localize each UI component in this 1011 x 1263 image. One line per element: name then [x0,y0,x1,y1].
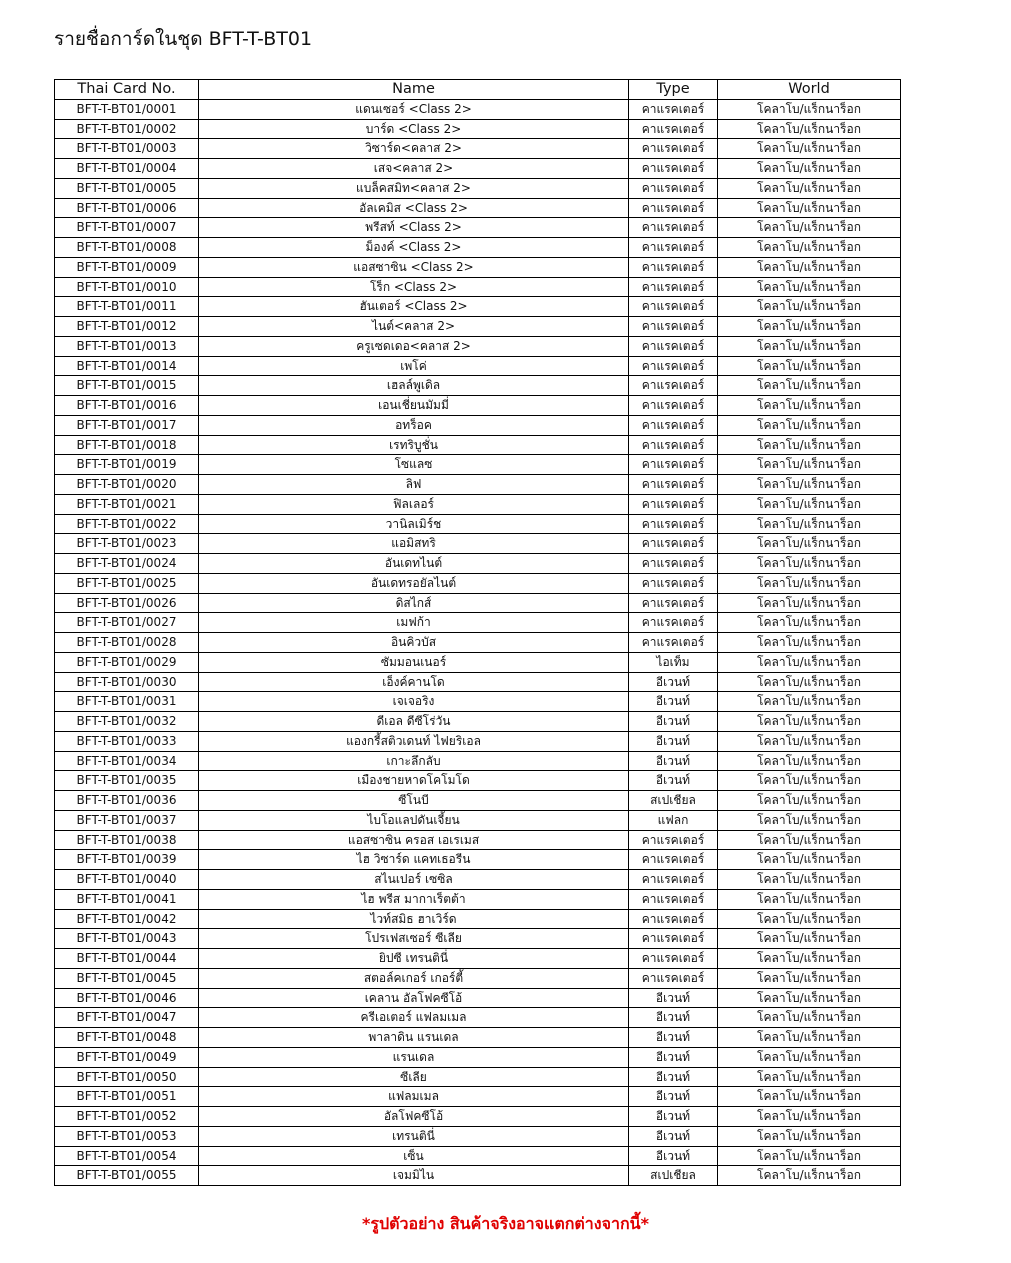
cell-card-no: BFT-T-BT01/0007 [55,218,199,238]
cell-name: ไบโอแลปดันเจี้ยน [199,810,629,830]
cell-type: แฟลก [629,810,718,830]
cell-name: วานิลเมิร์ช [199,514,629,534]
cell-type: คาแรคเตอร์ [629,238,718,258]
cell-world: โคลาโบ/แร็กนาร็อก [718,514,901,534]
cell-card-no: BFT-T-BT01/0019 [55,455,199,475]
cell-type: อีเวนท์ [629,771,718,791]
cell-type: คาแรคเตอร์ [629,159,718,179]
cell-card-no: BFT-T-BT01/0017 [55,415,199,435]
cell-name: สไนเปอร์ เซซิล [199,870,629,890]
cell-card-no: BFT-T-BT01/0036 [55,791,199,811]
cell-name: อัลเคมิส <Class 2> [199,198,629,218]
cell-world: โคลาโบ/แร็กนาร็อก [718,277,901,297]
cell-type: คาแรคเตอร์ [629,929,718,949]
cell-name: ซีเลีย [199,1067,629,1087]
table-row [55,929,901,949]
cell-name: ไวท์สมิธ ฮาเวิร์ด [199,909,629,929]
table-row [55,810,901,830]
table-row [55,534,901,554]
cell-name: ไนต์<คลาส 2> [199,317,629,337]
table-row [55,238,901,258]
cell-card-no: BFT-T-BT01/0006 [55,198,199,218]
cell-card-no: BFT-T-BT01/0038 [55,830,199,850]
cell-world: โคลาโบ/แร็กนาร็อก [718,988,901,1008]
cell-world: โคลาโบ/แร็กนาร็อก [718,1166,901,1186]
cell-type: คาแรคเตอร์ [629,336,718,356]
cell-name: เสจ<คลาส 2> [199,159,629,179]
cell-world: โคลาโบ/แร็กนาร็อก [718,731,901,751]
cell-type: คาแรคเตอร์ [629,534,718,554]
cell-card-no: BFT-T-BT01/0009 [55,257,199,277]
cell-type: สเปเชียล [629,1166,718,1186]
cell-name: เทรนตินี่ [199,1126,629,1146]
table-row [55,889,901,909]
cell-name: ม็องค์ <Class 2> [199,238,629,258]
table-row [55,870,901,890]
cell-card-no: BFT-T-BT01/0023 [55,534,199,554]
cell-name: วิซาร์ด<คลาส 2> [199,139,629,159]
cell-world: โคลาโบ/แร็กนาร็อก [718,909,901,929]
cell-world: โคลาโบ/แร็กนาร็อก [718,889,901,909]
cell-type: คาแรคเตอร์ [629,356,718,376]
cell-name: ไฮ วิซาร์ด แคทเธอรีน [199,850,629,870]
cell-name: แบล็คสมิท<คลาส 2> [199,178,629,198]
cell-world: โคลาโบ/แร็กนาร็อก [718,929,901,949]
cell-world: โคลาโบ/แร็กนาร็อก [718,1008,901,1028]
cell-card-no: BFT-T-BT01/0002 [55,119,199,139]
table-row [55,751,901,771]
cell-world: โคลาโบ/แร็กนาร็อก [718,949,901,969]
cell-card-no: BFT-T-BT01/0027 [55,613,199,633]
cell-name: เอ็งค์คานโด [199,672,629,692]
cell-type: อีเวนท์ [629,1087,718,1107]
table-row [55,692,901,712]
header-card-no: Thai Card No. [55,80,199,100]
cell-name: ครูเซดเดอ<คลาส 2> [199,336,629,356]
cell-card-no: BFT-T-BT01/0049 [55,1047,199,1067]
cell-name: แอสซาซิน <Class 2> [199,257,629,277]
cell-type: คาแรคเตอร์ [629,435,718,455]
cell-world: โคลาโบ/แร็กนาร็อก [718,494,901,514]
table-row [55,455,901,475]
cell-name: อันเดทไนต์ [199,554,629,574]
cell-type: อีเวนท์ [629,712,718,732]
cell-card-no: BFT-T-BT01/0029 [55,652,199,672]
cell-type: คาแรคเตอร์ [629,455,718,475]
cell-card-no: BFT-T-BT01/0042 [55,909,199,929]
cell-card-no: BFT-T-BT01/0032 [55,712,199,732]
cell-world: โคลาโบ/แร็กนาร็อก [718,1146,901,1166]
cell-type: คาแรคเตอร์ [629,850,718,870]
cell-type: อีเวนท์ [629,1126,718,1146]
table-row [55,218,901,238]
cell-name: พาลาดิน แรนเดล [199,1028,629,1048]
table-header-row [55,80,901,100]
cell-card-no: BFT-T-BT01/0040 [55,870,199,890]
cell-world: โคลาโบ/แร็กนาร็อก [718,870,901,890]
cell-card-no: BFT-T-BT01/0012 [55,317,199,337]
cell-world: โคลาโบ/แร็กนาร็อก [718,692,901,712]
disclaimer-note: *รูปตัวอย่าง สินค้าจริงอาจแตกต่างจากนี้* [362,1214,649,1233]
cell-world: โคลาโบ/แร็กนาร็อก [718,356,901,376]
table-row [55,1107,901,1127]
cell-name: แรนเดล [199,1047,629,1067]
cell-card-no: BFT-T-BT01/0005 [55,178,199,198]
cell-type: อีเวนท์ [629,1146,718,1166]
table-row [55,949,901,969]
table-row [55,1087,901,1107]
cell-name: ดิสไกส์ [199,593,629,613]
cell-name: พรีสท์ <Class 2> [199,218,629,238]
table-row [55,712,901,732]
cell-card-no: BFT-T-BT01/0010 [55,277,199,297]
cell-name: แองกรี้สติวเดนท์ ไฟยริเอล [199,731,629,751]
cell-type: อีเวนท์ [629,692,718,712]
table-row [55,415,901,435]
cell-type: คาแรคเตอร์ [629,830,718,850]
cell-name: โซแลซ [199,455,629,475]
cell-card-no: BFT-T-BT01/0055 [55,1166,199,1186]
table-row [55,514,901,534]
cell-type: คาแรคเตอร์ [629,218,718,238]
table-row [55,593,901,613]
table-row [55,99,901,119]
cell-card-no: BFT-T-BT01/0033 [55,731,199,751]
cell-name: ไฮ พรีส มากาเร็ตต้า [199,889,629,909]
cell-card-no: BFT-T-BT01/0008 [55,238,199,258]
cell-card-no: BFT-T-BT01/0022 [55,514,199,534]
cell-name: เมืองชายหาดโคโมโด [199,771,629,791]
cell-type: คาแรคเตอร์ [629,376,718,396]
cell-name: เพโค่ [199,356,629,376]
cell-world: โคลาโบ/แร็กนาร็อก [718,218,901,238]
cell-card-no: BFT-T-BT01/0030 [55,672,199,692]
cell-card-no: BFT-T-BT01/0039 [55,850,199,870]
cell-world: โคลาโบ/แร็กนาร็อก [718,810,901,830]
cell-world: โคลาโบ/แร็กนาร็อก [718,178,901,198]
table-row [55,850,901,870]
cell-type: คาแรคเตอร์ [629,119,718,139]
cell-card-no: BFT-T-BT01/0047 [55,1008,199,1028]
table-row [55,771,901,791]
table-row [55,159,901,179]
cell-world: โคลาโบ/แร็กนาร็อก [718,968,901,988]
cell-name: ยิปซี เทรนตินี่ [199,949,629,969]
cell-name: ดีเอล ดีซีโร่วัน [199,712,629,732]
cell-world: โคลาโบ/แร็กนาร็อก [718,297,901,317]
table-row [55,1166,901,1186]
table-row [55,119,901,139]
cell-world: โคลาโบ/แร็กนาร็อก [718,712,901,732]
cell-world: โคลาโบ/แร็กนาร็อก [718,376,901,396]
table-row [55,198,901,218]
cell-card-no: BFT-T-BT01/0044 [55,949,199,969]
cell-type: ไอเท็ม [629,652,718,672]
cell-name: เกาะลึกลับ [199,751,629,771]
cell-type: คาแรคเตอร์ [629,277,718,297]
cell-card-no: BFT-T-BT01/0021 [55,494,199,514]
cell-card-no: BFT-T-BT01/0054 [55,1146,199,1166]
cell-type: อีเวนท์ [629,672,718,692]
cell-name: โร็ก <Class 2> [199,277,629,297]
cell-world: โคลาโบ/แร็กนาร็อก [718,554,901,574]
table-row [55,652,901,672]
table-row [55,435,901,455]
cell-name: เรทริบูชั่น [199,435,629,455]
cell-card-no: BFT-T-BT01/0052 [55,1107,199,1127]
cell-card-no: BFT-T-BT01/0003 [55,139,199,159]
table-row [55,1146,901,1166]
cell-world: โคลาโบ/แร็กนาร็อก [718,257,901,277]
cell-world: โคลาโบ/แร็กนาร็อก [718,1107,901,1127]
header-name: Name [199,80,629,100]
cell-type: อีเวนท์ [629,751,718,771]
cell-type: คาแรคเตอร์ [629,99,718,119]
cell-type: คาแรคเตอร์ [629,396,718,416]
cell-name: อินคิวบัส [199,633,629,653]
header-world: World [718,80,901,100]
cell-card-no: BFT-T-BT01/0014 [55,356,199,376]
cell-type: อีเวนท์ [629,1028,718,1048]
cell-card-no: BFT-T-BT01/0025 [55,573,199,593]
cell-type: คาแรคเตอร์ [629,178,718,198]
table-row [55,178,901,198]
table-row [55,968,901,988]
cell-name: แอสซาซิน ครอส เอเรเมส [199,830,629,850]
cell-name: ฟิลเลอร์ [199,494,629,514]
table-row [55,317,901,337]
cell-name: เซ็น [199,1146,629,1166]
cell-type: คาแรคเตอร์ [629,139,718,159]
cell-name: ลิฟ [199,475,629,495]
cell-type: คาแรคเตอร์ [629,573,718,593]
cell-card-no: BFT-T-BT01/0050 [55,1067,199,1087]
cell-world: โคลาโบ/แร็กนาร็อก [718,1047,901,1067]
cell-card-no: BFT-T-BT01/0004 [55,159,199,179]
cell-world: โคลาโบ/แร็กนาร็อก [718,119,901,139]
cell-name: โปรเฟสเซอร์ ซีเลีย [199,929,629,949]
table-row [55,672,901,692]
cell-card-no: BFT-T-BT01/0011 [55,297,199,317]
table-row [55,1067,901,1087]
cell-world: โคลาโบ/แร็กนาร็อก [718,1067,901,1087]
cell-type: คาแรคเตอร์ [629,297,718,317]
cell-type: คาแรคเตอร์ [629,870,718,890]
cell-name: แอมิสทริ [199,534,629,554]
cell-world: โคลาโบ/แร็กนาร็อก [718,613,901,633]
table-row [55,613,901,633]
table-row [55,1047,901,1067]
table-row [55,791,901,811]
cell-world: โคลาโบ/แร็กนาร็อก [718,435,901,455]
cell-name: อทร็อค [199,415,629,435]
table-row [55,297,901,317]
cell-card-no: BFT-T-BT01/0026 [55,593,199,613]
cell-type: คาแรคเตอร์ [629,889,718,909]
cell-card-no: BFT-T-BT01/0015 [55,376,199,396]
cell-name: เอนเชี่ยนมัมมี่ [199,396,629,416]
table-row [55,830,901,850]
cell-card-no: BFT-T-BT01/0041 [55,889,199,909]
cell-name: บาร์ด <Class 2> [199,119,629,139]
cell-card-no: BFT-T-BT01/0028 [55,633,199,653]
table-row [55,336,901,356]
table-row [55,731,901,751]
cell-name: ซีโนบี [199,791,629,811]
cell-world: โคลาโบ/แร็กนาร็อก [718,396,901,416]
cell-card-no: BFT-T-BT01/0045 [55,968,199,988]
cell-world: โคลาโบ/แร็กนาร็อก [718,573,901,593]
table-row [55,988,901,1008]
cell-world: โคลาโบ/แร็กนาร็อก [718,1087,901,1107]
cell-world: โคลาโบ/แร็กนาร็อก [718,771,901,791]
cell-name: เมฟก้า [199,613,629,633]
cell-card-no: BFT-T-BT01/0013 [55,336,199,356]
cell-type: คาแรคเตอร์ [629,633,718,653]
cell-name: แดนเซอร์ <Class 2> [199,99,629,119]
cell-card-no: BFT-T-BT01/0035 [55,771,199,791]
cell-world: โคลาโบ/แร็กนาร็อก [718,633,901,653]
table-row [55,356,901,376]
cell-name: แฟลมเมล [199,1087,629,1107]
cell-name: อันเดทรอยัลไนต์ [199,573,629,593]
cell-world: โคลาโบ/แร็กนาร็อก [718,850,901,870]
table-row [55,396,901,416]
cell-type: อีเวนท์ [629,1107,718,1127]
cell-card-no: BFT-T-BT01/0031 [55,692,199,712]
cell-name: ฮันเตอร์ <Class 2> [199,297,629,317]
cell-world: โคลาโบ/แร็กนาร็อก [718,1126,901,1146]
cell-world: โคลาโบ/แร็กนาร็อก [718,159,901,179]
cell-type: คาแรคเตอร์ [629,949,718,969]
table-row [55,376,901,396]
cell-name: เคลาน อัลโฟคซีโอ้ [199,988,629,1008]
cell-name: ครีเอเตอร์ แฟลมเมล [199,1008,629,1028]
cell-world: โคลาโบ/แร็กนาร็อก [718,455,901,475]
cell-type: อีเวนท์ [629,1008,718,1028]
cell-type: อีเวนท์ [629,1047,718,1067]
cell-name: ซัมมอนเนอร์ [199,652,629,672]
table-row [55,1126,901,1146]
header-type: Type [629,80,718,100]
table-row [55,257,901,277]
cell-card-no: BFT-T-BT01/0018 [55,435,199,455]
table-row [55,475,901,495]
cell-type: คาแรคเตอร์ [629,257,718,277]
table-row [55,909,901,929]
cell-world: โคลาโบ/แร็กนาร็อก [718,830,901,850]
table-row [55,554,901,574]
cell-world: โคลาโบ/แร็กนาร็อก [718,317,901,337]
cell-card-no: BFT-T-BT01/0037 [55,810,199,830]
card-list-table [54,79,901,1186]
cell-type: อีเวนท์ [629,1067,718,1087]
cell-world: โคลาโบ/แร็กนาร็อก [718,672,901,692]
table-row [55,633,901,653]
cell-world: โคลาโบ/แร็กนาร็อก [718,415,901,435]
cell-world: โคลาโบ/แร็กนาร็อก [718,791,901,811]
table-row [55,573,901,593]
cell-name: เฮลล์พูเดิล [199,376,629,396]
cell-world: โคลาโบ/แร็กนาร็อก [718,475,901,495]
cell-name: เจมมิไน [199,1166,629,1186]
table-row [55,139,901,159]
cell-name: อัลโฟคซีโอ้ [199,1107,629,1127]
cell-card-no: BFT-T-BT01/0020 [55,475,199,495]
cell-world: โคลาโบ/แร็กนาร็อก [718,652,901,672]
cell-world: โคลาโบ/แร็กนาร็อก [718,238,901,258]
cell-card-no: BFT-T-BT01/0001 [55,99,199,119]
cell-world: โคลาโบ/แร็กนาร็อก [718,1028,901,1048]
cell-world: โคลาโบ/แร็กนาร็อก [718,139,901,159]
cell-world: โคลาโบ/แร็กนาร็อก [718,534,901,554]
cell-type: คาแรคเตอร์ [629,415,718,435]
cell-type: คาแรคเตอร์ [629,317,718,337]
cell-card-no: BFT-T-BT01/0046 [55,988,199,1008]
cell-type: อีเวนท์ [629,988,718,1008]
cell-type: คาแรคเตอร์ [629,968,718,988]
cell-type: คาแรคเตอร์ [629,909,718,929]
cell-card-no: BFT-T-BT01/0034 [55,751,199,771]
cell-card-no: BFT-T-BT01/0043 [55,929,199,949]
cell-type: คาแรคเตอร์ [629,554,718,574]
cell-type: คาแรคเตอร์ [629,198,718,218]
cell-type: คาแรคเตอร์ [629,494,718,514]
cell-type: คาแรคเตอร์ [629,514,718,534]
cell-type: สเปเชียล [629,791,718,811]
table-row [55,277,901,297]
cell-type: คาแรคเตอร์ [629,475,718,495]
cell-card-no: BFT-T-BT01/0051 [55,1087,199,1107]
cell-card-no: BFT-T-BT01/0024 [55,554,199,574]
cell-card-no: BFT-T-BT01/0016 [55,396,199,416]
cell-type: คาแรคเตอร์ [629,613,718,633]
table-body [55,99,901,1185]
table-row [55,494,901,514]
page-title: รายชื่อการ์ดในชุด BFT-T-BT01 [54,28,313,50]
cell-world: โคลาโบ/แร็กนาร็อก [718,751,901,771]
cell-world: โคลาโบ/แร็กนาร็อก [718,198,901,218]
table-row [55,1008,901,1028]
table-row [55,1028,901,1048]
cell-name: สตอล์คเกอร์ เกอร์ตี้ [199,968,629,988]
cell-name: เจเจอริง [199,692,629,712]
cell-type: คาแรคเตอร์ [629,593,718,613]
cell-world: โคลาโบ/แร็กนาร็อก [718,336,901,356]
cell-card-no: BFT-T-BT01/0053 [55,1126,199,1146]
cell-type: อีเวนท์ [629,731,718,751]
cell-world: โคลาโบ/แร็กนาร็อก [718,593,901,613]
cell-card-no: BFT-T-BT01/0048 [55,1028,199,1048]
cell-world: โคลาโบ/แร็กนาร็อก [718,99,901,119]
